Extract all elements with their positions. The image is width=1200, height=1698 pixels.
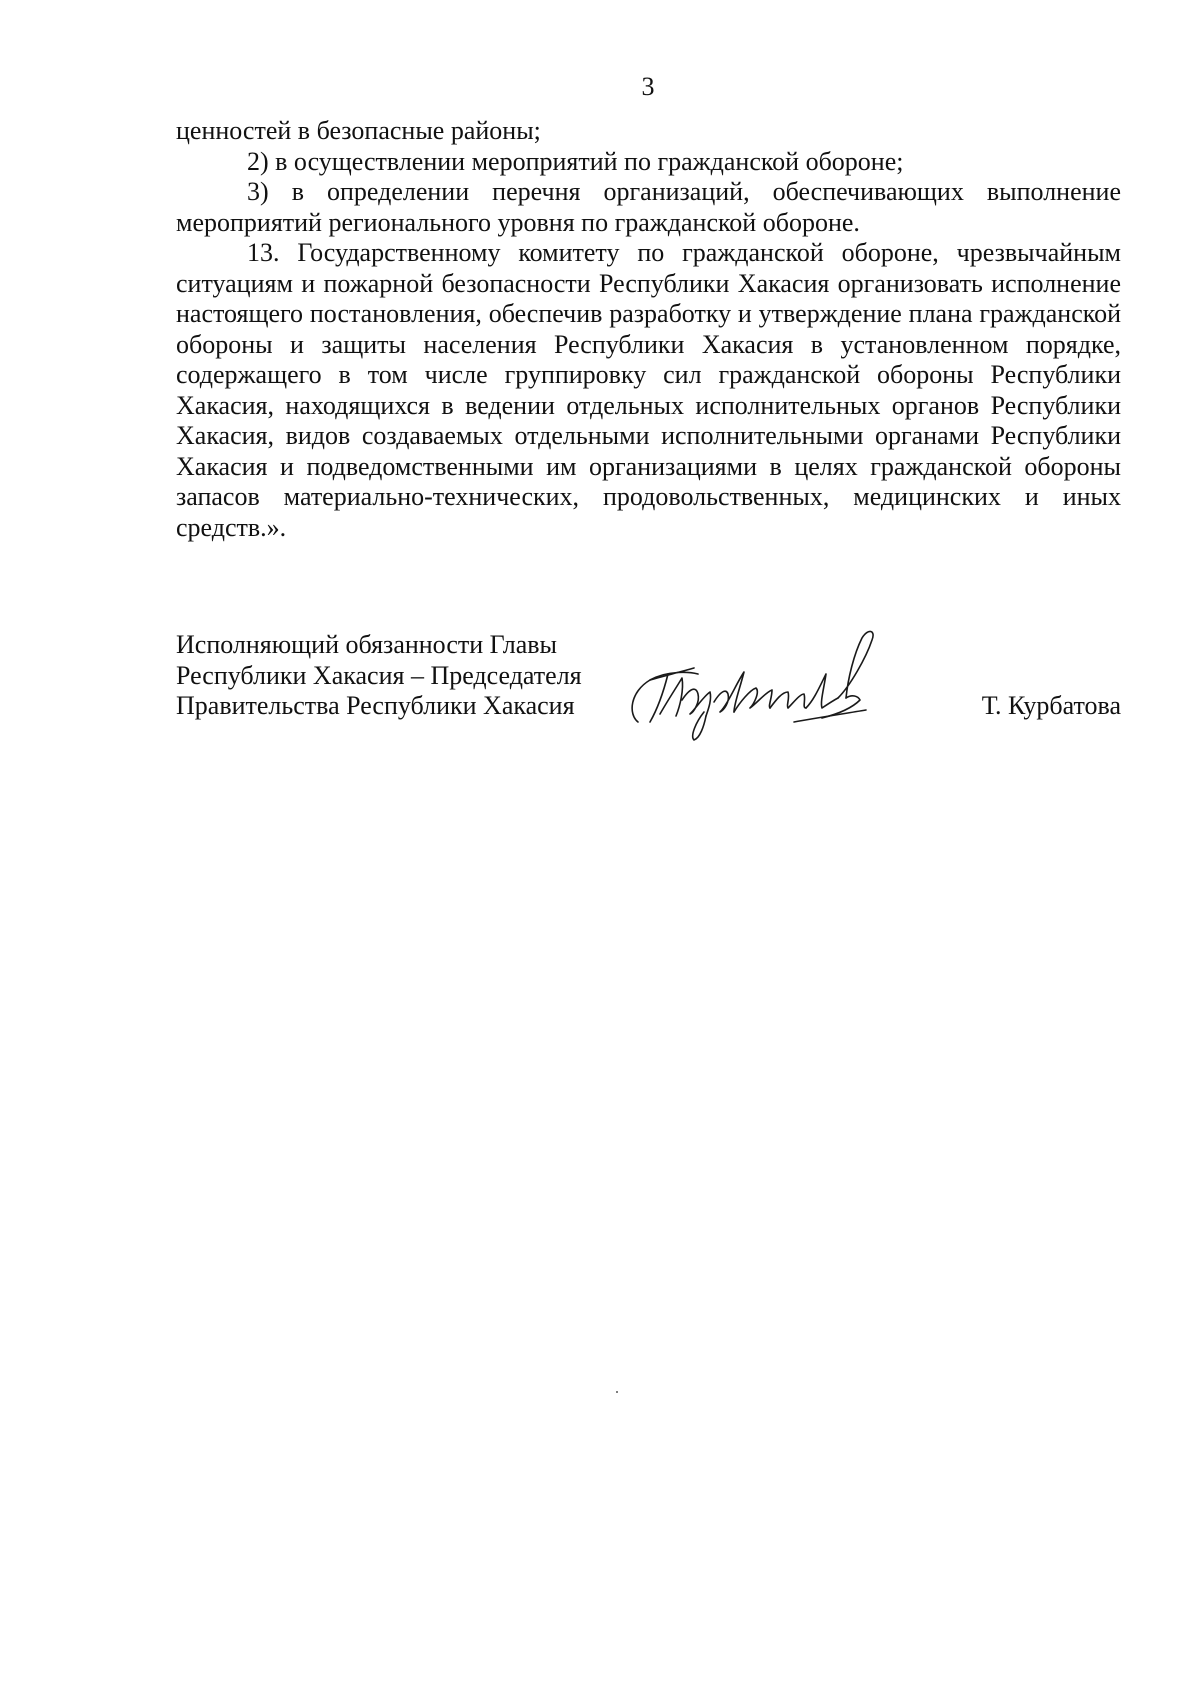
signatory-title [176,630,582,722]
signatory-title-line: Республики Хакасия – Председателя [176,660,582,690]
handwritten-signature [620,622,890,742]
signatory-title-line: Исполняющий обязанности Главы [176,630,557,659]
signatory-name: Т. Курбатова [981,691,1121,720]
document-body [176,116,1121,543]
signatory-title-line: Правительства Республики Хакасия [176,691,575,720]
page-number: 3 [641,72,655,101]
paragraph-item-3: 3) в определении перечня организаций, обеспечивающих выполнение мероприятий регионального уровня по гражданской обороне. [176,177,1121,237]
paragraph-13: 13. Государственному комитету по гражданской обороне, чрезвычайным ситуациям и пожарной безопасности Республики Хакасия организовать исполнение настоящего постановления, обеспечив разработку и утверждение плана гражданской обороны и защиты населения Республики Хакасия в установленном порядке, содержащего в том числе группировку сил гражданской обороны Республики Хакасия, находящихся в ведении отдельных исполнительных органов Республики Хакасия, видов создаваемых отдельными исполнительными органами Республики Хакасия и подведомственными им организациями в целях гражданской обороны запасов материально-технических, продовольственных, медицинских и иных средств.». [176,238,1121,542]
paragraph-item-2: 2) в осуществлении мероприятий по гражданской обороне; [247,146,904,176]
paragraph-continuation: ценностей в безопасные районы; [176,116,541,145]
signature-block [176,630,1121,750]
scan-artifact [616,1391,618,1393]
